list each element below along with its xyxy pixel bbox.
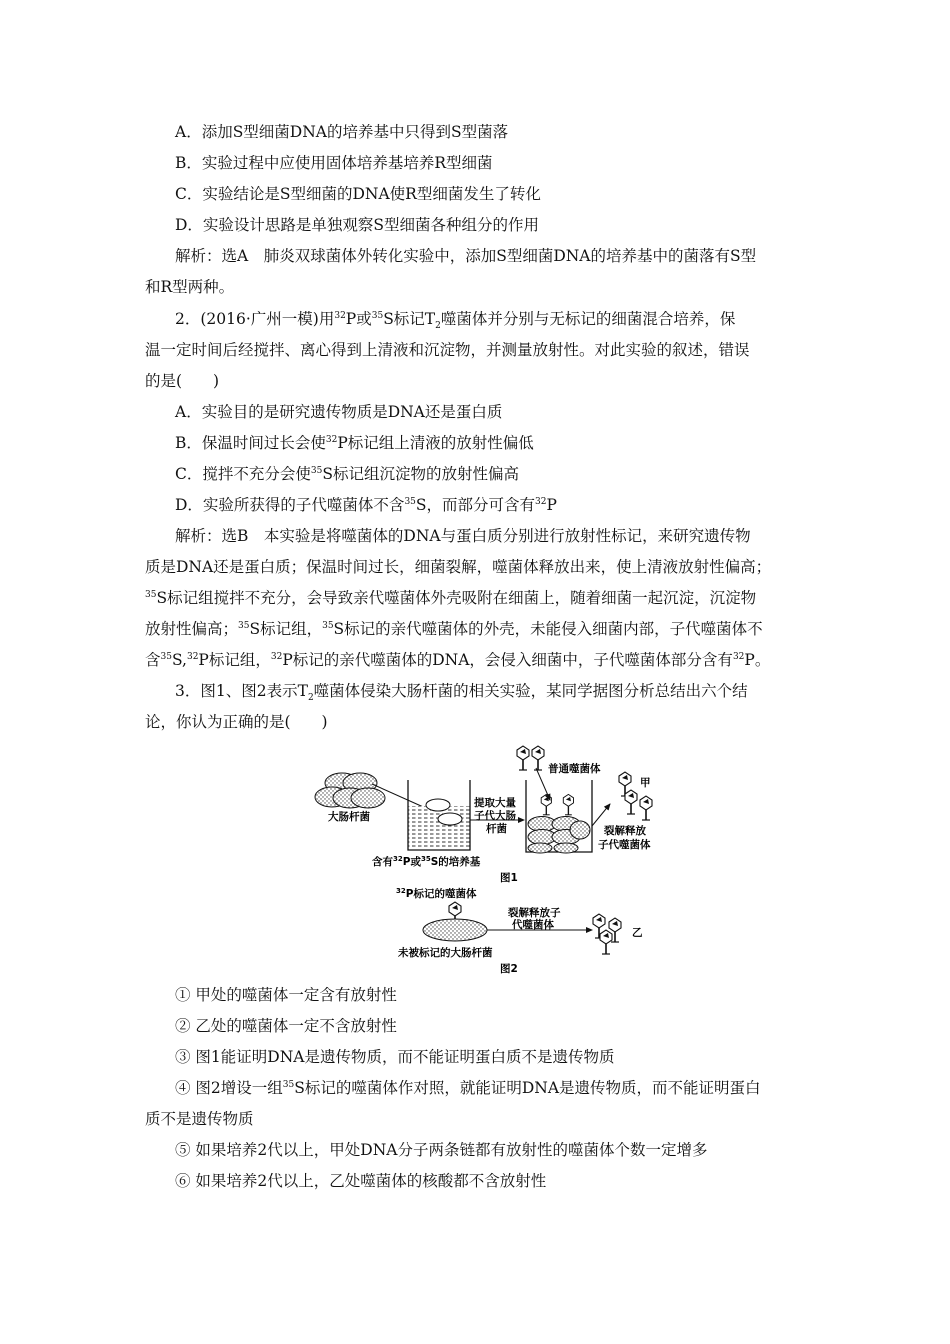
jia-label: 甲 xyxy=(640,777,651,789)
medium-label-text: S的培养基 xyxy=(430,856,481,868)
p32-phage-label-text: P标记的噬菌体 xyxy=(405,888,477,900)
medium-label-text: P或 xyxy=(402,856,421,868)
q2-option-text: P标记组上清液的放射性偏低 xyxy=(337,434,534,452)
sup-35: 35 xyxy=(322,620,334,631)
q2-option-b xyxy=(175,428,534,458)
unlabeled-ecoli xyxy=(423,919,487,941)
medium-label-text: 含有 xyxy=(372,856,393,868)
phage-icon xyxy=(532,746,544,770)
q2-stem-line-2: 温一定时间后经搅拌、离心得到上清液和沉淀物，并测量放射性。对此实验的叙述，错误 xyxy=(145,341,750,359)
q2-option-a: A．实验目的是研究遗传物质是DNA还是蛋白质 xyxy=(175,403,503,421)
phage-icon xyxy=(625,790,637,814)
q2-option-text: S标记组沉淀物的放射性偏高 xyxy=(322,465,519,483)
q1-option-b: B．实验过程中应使用固体培养基培养R型细菌 xyxy=(175,154,493,172)
q2-analysis-text: P标记的亲代噬菌体的DNA，会侵入细菌中，子代噬菌体部分含有 xyxy=(282,651,733,669)
phage-icon xyxy=(640,796,652,820)
conclusion-text: ④ 图2增设一组 xyxy=(175,1079,283,1097)
sup-35: 35 xyxy=(282,1079,295,1090)
q2-option-text: S，而部分可含有 xyxy=(415,496,536,514)
q2-analysis-line-4 xyxy=(145,614,763,644)
normal-phage-label: 普通噬菌体 xyxy=(548,763,601,775)
culture-beaker xyxy=(408,780,470,850)
q2-analysis-text: S, xyxy=(171,651,187,669)
q2-analysis-text: 含 xyxy=(145,651,161,669)
q2-analysis-text: S标记的亲代噬菌体的外壳，未能侵入细菌内部，子代噬菌体不 xyxy=(333,620,763,638)
lysis-label-line: 裂解释放子 xyxy=(508,907,561,919)
q1-analysis-line-1: 解析：选A 肺炎双球菌体外转化实验中，添加S型细菌DNA的培养基中的菌落有S型 xyxy=(175,247,757,265)
q2-option-d xyxy=(175,490,557,520)
lysis-label-line: 裂解释放 xyxy=(604,825,646,837)
conclusion-1: ① 甲处的噬菌体一定含有放射性 xyxy=(175,986,397,1004)
infection-beaker xyxy=(526,780,592,853)
q2-option-text: P xyxy=(546,496,557,514)
phage-icon xyxy=(600,930,612,954)
q2-stem-line-3: 的是( ) xyxy=(145,372,220,390)
conclusion-4 xyxy=(175,1073,761,1103)
sup-32: 32 xyxy=(325,434,338,445)
fig1-caption: 图1 xyxy=(500,872,518,884)
q1-option-c: C．实验结论是S型细菌的DNA使R型细菌发生了转化 xyxy=(175,185,541,203)
sup-35: 35 xyxy=(404,496,416,507)
sup-32: 32 xyxy=(396,887,406,895)
q1-option-d: D．实验设计思路是单独观察S型细菌各种组分的作用 xyxy=(175,216,540,234)
q2-analysis-line-2: 质是DNA还是蛋白质；保温时间过长，细菌裂解，噬菌体释放出来，使上清液放射性偏高； xyxy=(145,558,772,576)
sup-32: 32 xyxy=(393,855,403,863)
q2-stem-text: S标记T xyxy=(383,310,436,328)
conclusion-text: S标记的噬菌体作对照，就能证明DNA是遗传物质，而不能证明蛋白 xyxy=(294,1079,761,1097)
sup-35: 35 xyxy=(145,589,157,600)
sup-32: 32 xyxy=(535,496,547,507)
q2-analysis-text: 放射性偏高； xyxy=(145,620,239,638)
q2-option-text: D．实验所获得的子代噬菌体不含 xyxy=(175,496,405,514)
extract-label-line: 提取大量 xyxy=(474,797,516,809)
sub-2: 2 xyxy=(435,321,441,332)
lysis-label-line: 子代噬菌体 xyxy=(598,839,651,851)
q3-stem-line-1 xyxy=(175,676,748,706)
yi-label: 乙 xyxy=(632,927,643,939)
phage-experiment-figure xyxy=(310,740,660,980)
q2-analysis-text: P。 xyxy=(744,651,771,669)
conclusion-2: ② 乙处的噬菌体一定不含放射性 xyxy=(175,1017,397,1035)
medium-label xyxy=(372,855,481,868)
q2-stem-text: 噬菌体并分别与无标记的细菌混合培养，保 xyxy=(440,310,736,328)
sup-35: 35 xyxy=(420,855,431,863)
q2-stem-text: 2．(2016·广州一模)用 xyxy=(175,310,335,328)
arrow xyxy=(592,804,610,826)
conclusion-4-cont: 质不是遗传物质 xyxy=(145,1110,254,1128)
p32-phage-label xyxy=(396,887,477,900)
conclusion-3: ③ 图1能证明DNA是遗传物质，而不能证明蛋白质不是遗传物质 xyxy=(175,1048,615,1066)
q2-analysis-text: S标记组， xyxy=(249,620,323,638)
unlabeled-ecoli-label: 未被标记的大肠杆菌 xyxy=(398,947,493,959)
sup-32: 32 xyxy=(270,651,283,662)
q3-stem-text: 3．图1、图2表示T xyxy=(175,682,308,700)
sup-35: 35 xyxy=(310,465,323,476)
q1-option-a: A．添加S型细菌DNA的培养基中只得到S型菌落 xyxy=(175,123,509,141)
ecoli-cluster xyxy=(315,773,385,808)
sup-35: 35 xyxy=(238,620,250,631)
lysis-label-line: 代噬菌体 xyxy=(512,919,554,931)
q2-analysis-text: S标记组搅拌不充分，会导致亲代噬菌体外壳吸附在细菌上，随着细菌一起沉淀，沉淀物 xyxy=(156,589,757,607)
conclusion-5: ⑤ 如果培养2代以上，甲处DNA分子两条链都有放射性的噬菌体个数一定增多 xyxy=(175,1141,708,1159)
q2-analysis-line-3 xyxy=(145,583,756,613)
sup-32: 32 xyxy=(186,651,199,662)
sup-32: 32 xyxy=(732,651,745,662)
q2-option-text: B．保温时间过长会使 xyxy=(175,434,326,452)
q2-stem-text: P或 xyxy=(345,310,372,328)
conclusion-6: ⑥ 如果培养2代以上，乙处噬菌体的核酸都不含放射性 xyxy=(175,1172,547,1190)
ecoli-label: 大肠杆菌 xyxy=(328,811,370,823)
q2-option-text: C．搅拌不充分会使 xyxy=(175,465,311,483)
phage-icon xyxy=(517,746,529,770)
q2-stem-line-1 xyxy=(175,304,735,334)
sub-2: 2 xyxy=(307,693,314,704)
sup-35: 35 xyxy=(160,651,172,662)
q2-option-c xyxy=(175,459,519,489)
q2-analysis-line-1: 解析：选B 本实验是将噬菌体的DNA与蛋白质分别进行放射性标记，来研究遗传物 xyxy=(175,527,751,545)
q1-analysis-line-2: 和R型两种。 xyxy=(145,278,235,296)
q3-stem-text: 噬菌体侵染大肠杆菌的相关实验，某同学据图分析总结出六个结 xyxy=(313,682,748,700)
fig2-caption: 图2 xyxy=(500,963,518,975)
extract-label-line: 杆菌 xyxy=(486,823,507,835)
sup-35: 35 xyxy=(371,310,384,321)
extract-label-line: 子代大肠 xyxy=(474,810,516,822)
sup-32: 32 xyxy=(334,310,346,321)
q2-analysis-text: P标记组， xyxy=(198,651,271,669)
q3-stem-line-2: 论，你认为正确的是( ) xyxy=(145,713,328,731)
q2-analysis-line-5 xyxy=(145,645,770,675)
